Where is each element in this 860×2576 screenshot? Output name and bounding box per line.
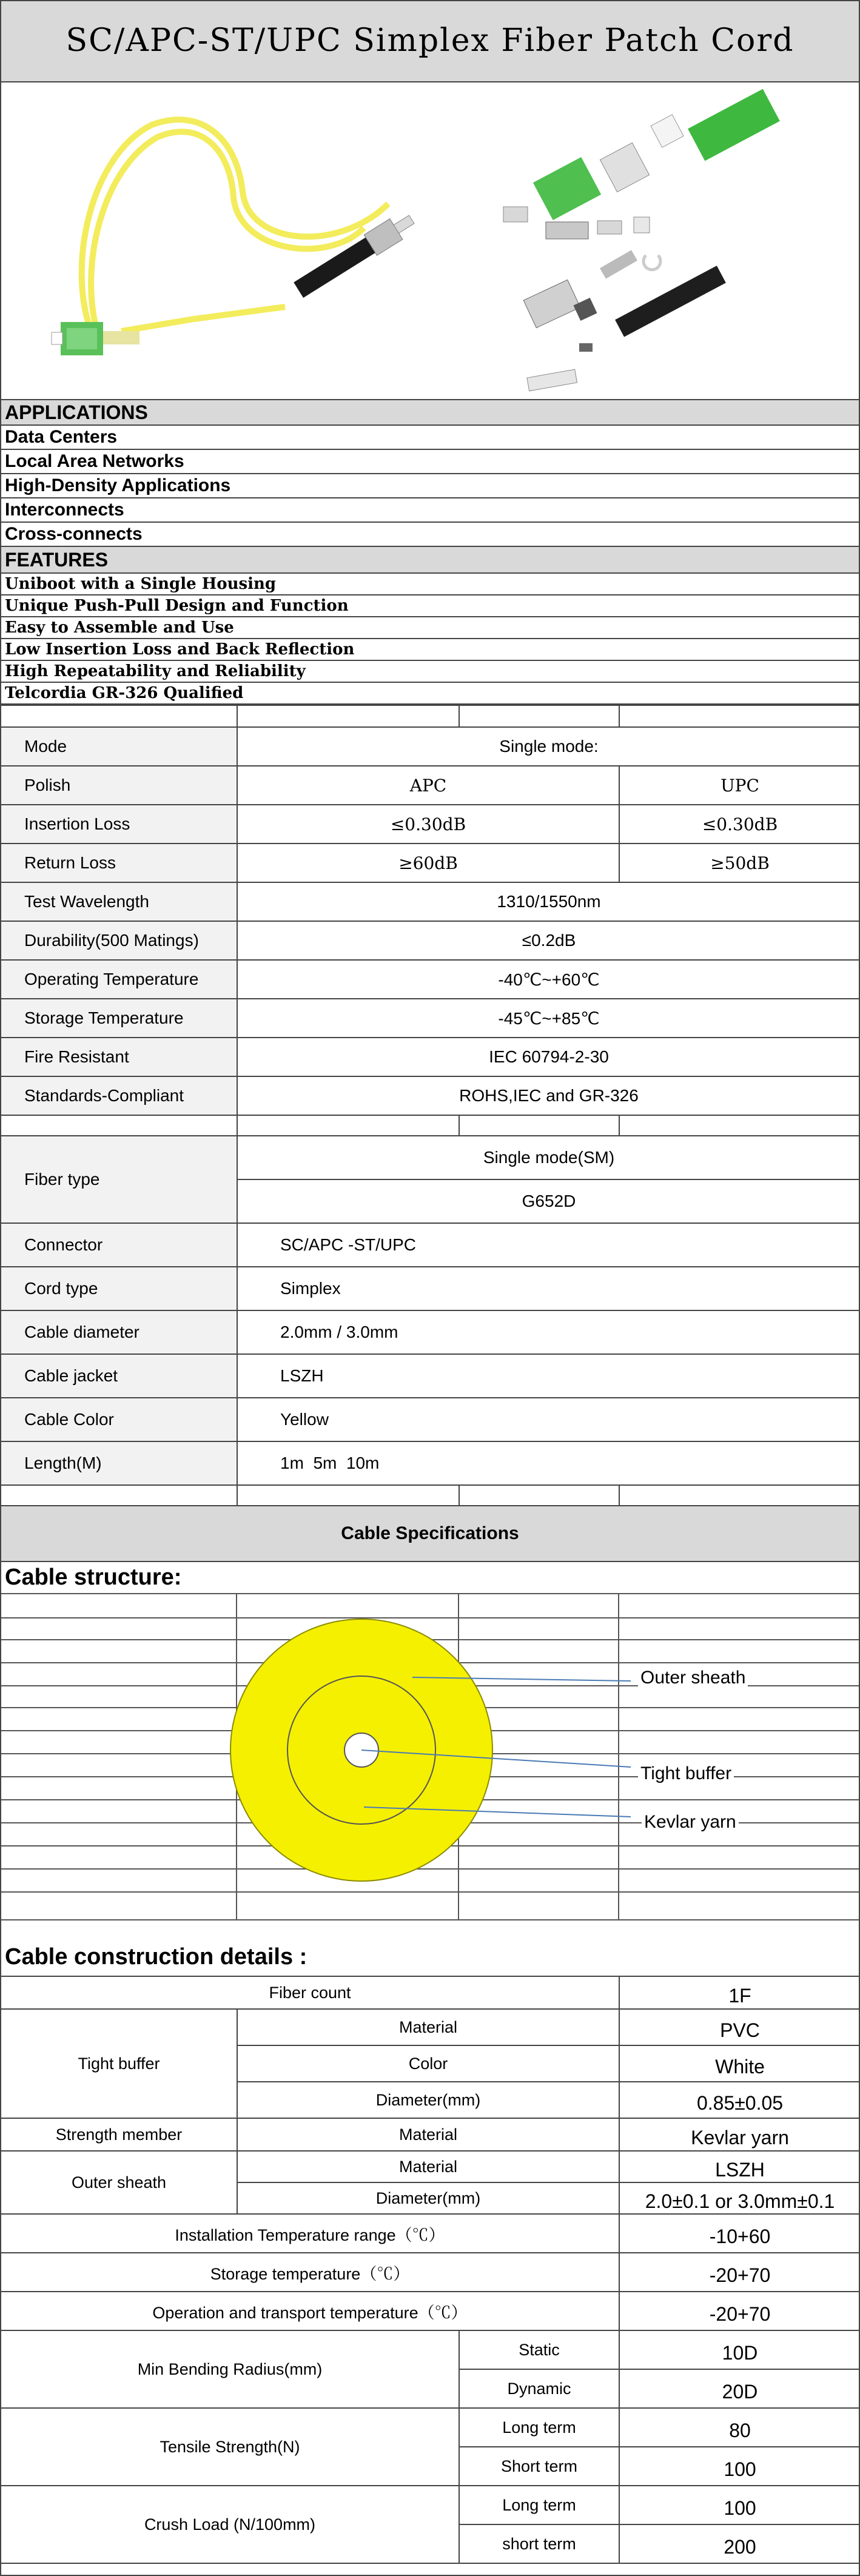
list-item: Local Area Networks — [0, 450, 860, 474]
detail-label: Short term — [459, 2447, 619, 2486]
spec-value: 1310/1550nm — [237, 882, 860, 921]
spec-label: Length(M) — [1, 1441, 237, 1485]
construction-table — [0, 1976, 860, 2564]
table-row — [1, 1310, 860, 1354]
detail-label: Static — [459, 2330, 619, 2369]
list-item: Interconnects — [0, 498, 860, 523]
detail-label: Outer sheath — [1, 2151, 237, 2214]
table-row — [1, 2118, 860, 2151]
st-upc-connector-icon — [292, 209, 418, 301]
spec-label: Cable jacket — [1, 1354, 237, 1398]
detail-label: Dynamic — [459, 2369, 619, 2408]
detail-label: Diameter(mm) — [237, 2082, 619, 2118]
detail-value: Kevlar yarn — [619, 2118, 860, 2151]
table-row — [1, 1485, 860, 1507]
spec-value: ≥50dB — [619, 844, 860, 882]
spec-value: G652D — [237, 1179, 860, 1223]
detail-label: Diameter(mm) — [237, 2182, 619, 2214]
table-row — [1, 1398, 860, 1441]
detail-label: Material — [237, 2118, 619, 2151]
tight-buffer-label: Tight buffer — [638, 1763, 734, 1784]
spec-label: Cable Color — [1, 1398, 237, 1441]
list-item: Low Insertion Loss and Back Reflection — [0, 639, 860, 661]
detail-label: Material — [237, 2009, 619, 2045]
spec-label: Polish — [1, 766, 237, 805]
spec-label: Return Loss — [1, 844, 237, 882]
detail-value: LSZH — [619, 2151, 860, 2182]
spec-value: ≤0.30dB — [237, 805, 619, 844]
table-row — [1, 2253, 860, 2292]
table-row — [1, 1223, 860, 1267]
table-row — [1, 2214, 860, 2253]
list-item: Easy to Assemble and Use — [0, 617, 860, 639]
spec-label: Test Wavelength — [1, 882, 237, 921]
spec-label: Insertion Loss — [1, 805, 237, 844]
detail-value: -20+70 — [619, 2253, 860, 2292]
applications-heading: APPLICATIONS — [0, 400, 860, 426]
spec-value: UPC — [619, 766, 860, 805]
st-parts-exploded-icon — [523, 250, 726, 391]
detail-value: 100 — [619, 2486, 860, 2524]
spec-value: APC — [237, 766, 619, 805]
product-photo — [0, 82, 860, 400]
features-heading: FEATURES — [0, 547, 860, 574]
table-row — [1, 705, 860, 727]
detail-value: 0.85±0.05 — [619, 2082, 860, 2118]
table-row — [1, 2292, 860, 2330]
detail-label: Long term — [459, 2408, 619, 2447]
detail-label: Long term — [459, 2486, 619, 2524]
spec-label: Fire Resistant — [1, 1038, 237, 1076]
detail-value: 1F — [619, 1976, 860, 2009]
table-row — [1, 1354, 860, 1398]
cable-structure-diagram — [0, 1562, 860, 1921]
list-item: Telcordia GR-326 Qualified — [0, 683, 860, 705]
detail-label: Strength member — [1, 2118, 237, 2151]
detail-value: 2.0±0.1 or 3.0mm±0.1 — [619, 2182, 860, 2214]
list-item: Uniboot with a Single Housing — [0, 574, 860, 595]
table-row — [1, 1038, 860, 1076]
list-item: Cross-connects — [0, 523, 860, 547]
spec-value: ≤0.2dB — [237, 921, 860, 960]
spec-value: Single mode: — [237, 727, 860, 766]
table-row — [1, 2486, 860, 2524]
detail-label: Storage temperature（℃） — [1, 2253, 619, 2292]
spec-label: Connector — [1, 1223, 237, 1267]
spec-table — [0, 705, 860, 1508]
detail-value: 10D — [619, 2330, 860, 2369]
table-row — [1, 2009, 860, 2045]
spec-label: Mode — [1, 727, 237, 766]
sc-apc-connector-icon — [52, 322, 139, 355]
kevlar-yarn-label: Kevlar yarn — [642, 1812, 739, 1833]
patch-cord-illustration — [0, 82, 860, 400]
construction-title: Cable construction details : — [5, 1944, 307, 1970]
outer-sheath-label: Outer sheath — [638, 1668, 748, 1688]
table-row — [1, 2408, 860, 2447]
detail-label: Tensile Strength(N) — [1, 2408, 459, 2486]
spec-value: 1m 5m 10m — [237, 1441, 860, 1485]
detail-value: 80 — [619, 2408, 860, 2447]
list-item: High-Density Applications — [0, 474, 860, 498]
detail-label: short term — [459, 2524, 619, 2563]
spec-label: Fiber type — [1, 1136, 237, 1223]
sc-parts-exploded-icon — [503, 89, 780, 239]
table-row — [1, 1267, 860, 1310]
spec-value: ≤0.30dB — [619, 805, 860, 844]
page-title: SC/APC-ST/UPC Simplex Fiber Patch Cord — [0, 0, 860, 82]
table-row — [1, 882, 860, 921]
table-row — [1, 766, 860, 805]
detail-label: Color — [237, 2045, 619, 2082]
detail-label: Operation and transport temperature（℃） — [1, 2292, 619, 2330]
table-row — [1, 2151, 860, 2182]
table-row — [1, 960, 860, 999]
spec-label: Cord type — [1, 1267, 237, 1310]
spec-value: IEC 60794-2-30 — [237, 1038, 860, 1076]
spec-value: SC/APC -ST/UPC — [237, 1223, 860, 1267]
spec-label: Standards-Compliant — [1, 1076, 237, 1115]
table-row — [1, 1441, 860, 1485]
spec-value: Simplex — [237, 1267, 860, 1310]
spec-value: -45℃~+85℃ — [237, 999, 860, 1038]
spec-value: -40℃~+60℃ — [237, 960, 860, 999]
detail-value: PVC — [619, 2009, 860, 2045]
table-row — [1, 921, 860, 960]
table-row — [1, 805, 860, 844]
spec-value: Yellow — [237, 1398, 860, 1441]
detail-label: Material — [237, 2151, 619, 2182]
list-item: Unique Push-Pull Design and Function — [0, 595, 860, 617]
table-row — [1, 727, 860, 766]
detail-value: 200 — [619, 2524, 860, 2563]
detail-value: -20+70 — [619, 2292, 860, 2330]
detail-value: 100 — [619, 2447, 860, 2486]
spec-value: LSZH — [237, 1354, 860, 1398]
detail-label: Installation Temperature range（℃） — [1, 2214, 619, 2253]
spec-value: Single mode(SM) — [237, 1136, 860, 1179]
spec-value: ROHS,IEC and GR-326 — [237, 1076, 860, 1115]
cable-structure-title: Cable structure: — [5, 1565, 182, 1590]
detail-label: Fiber count — [1, 1976, 619, 2009]
list-item: Data Centers — [0, 426, 860, 450]
detail-label: Crush Load (N/100mm) — [1, 2486, 459, 2563]
cable-specifications-heading: Cable Specifications — [0, 1505, 860, 1562]
detail-value: -10+60 — [619, 2214, 860, 2253]
table-row — [1, 2330, 860, 2369]
list-item: High Repeatability and Reliability — [0, 661, 860, 683]
spec-label: Cable diameter — [1, 1310, 237, 1354]
table-row — [1, 844, 860, 882]
table-row — [1, 1115, 860, 1136]
detail-value: 20D — [619, 2369, 860, 2408]
detail-label: Tight buffer — [1, 2009, 237, 2118]
detail-value: White — [619, 2045, 860, 2082]
table-row — [1, 999, 860, 1038]
table-row — [1, 1076, 860, 1115]
detail-label: Min Bending Radius(mm) — [1, 2330, 459, 2408]
yellow-cable-icon — [82, 119, 388, 331]
table-row — [1, 1976, 860, 2009]
spec-label: Durability(500 Matings) — [1, 921, 237, 960]
spec-value: 2.0mm / 3.0mm — [237, 1310, 860, 1354]
spec-label: Storage Temperature — [1, 999, 237, 1038]
spec-label: Operating Temperature — [1, 960, 237, 999]
spec-value: ≥60dB — [237, 844, 619, 882]
table-row — [1, 1136, 860, 1179]
